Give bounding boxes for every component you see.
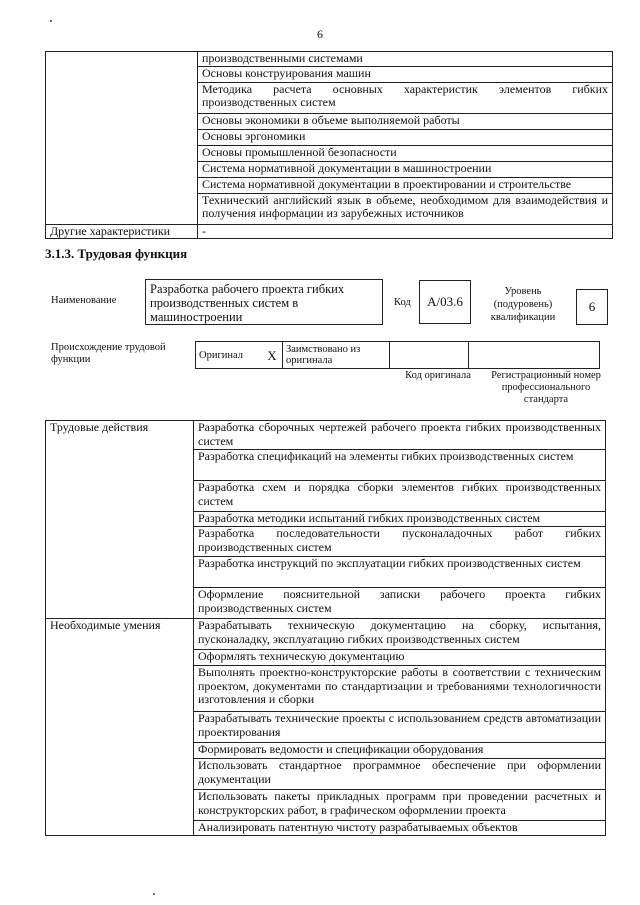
skill-item: Формировать ведомости и спецификации оборудования: [194, 743, 606, 759]
function-code: A/03.6: [427, 294, 463, 309]
function-details-table: [45, 420, 606, 836]
labor-action-item: Разработка сборочных чертежей рабочего проекта гибких производственных систем: [194, 421, 606, 450]
function-name: Разработка рабочего проекта гибких производственных систем в машиностроении: [150, 282, 345, 324]
level-label: Уровень (подуровень) квалификации: [490, 286, 556, 323]
knowledge-item: Основы эргономики: [198, 129, 613, 145]
knowledge-item: Система нормативной документации в машиностроении: [198, 161, 613, 177]
knowledge-item: Методика расчета основных характеристик элементов гибких производственных систем: [198, 82, 613, 113]
scan-speck: [153, 893, 155, 895]
knowledge-item: Основы конструирования машин: [198, 66, 613, 82]
labor-action-item: Разработка методики испытаний гибких производственных систем: [194, 512, 606, 527]
borrowed-label: Заимствовано из оригинала: [283, 342, 390, 369]
original-mark: X: [262, 342, 283, 369]
skill-item: Анализировать патентную чистоту разрабатываемых объектов: [194, 821, 606, 836]
labor-actions-label: Трудовые действия: [46, 421, 194, 619]
level-box: [576, 289, 608, 325]
knowledge-item: Технический английский язык в объеме, необходимом для взаимодействия и получения информации из зарубежных источников: [198, 193, 613, 224]
knowledge-item: Основы промышленной безопасности: [198, 145, 613, 161]
code-caption: Код оригинала: [405, 370, 471, 381]
required-skills-label: Необходимые умения: [46, 619, 194, 836]
skill-item: Использовать пакеты прикладных программ при проведении расчетных и конструкторских работ, в графическом оформлении проекта: [194, 790, 606, 821]
knowledge-item: Система нормативной документации в проектировании и строительстве: [198, 177, 613, 193]
skill-item: Разрабатывать технические проекты с использованием средств автоматизации проектирования: [194, 712, 606, 743]
name-label: Наименование: [51, 295, 117, 306]
code-label: Код: [394, 297, 411, 308]
skill-item: Выполнять проектно-конструкторские работы в соответствии с техническим проектом, документами по стандартизации и требованиями технологичности изготовления и сборки: [194, 666, 606, 712]
knowledge-item: производственными системами: [198, 52, 613, 67]
labor-action-item: Разработка последовательности пусконаладочных работ гибких производственных систем: [194, 527, 606, 557]
qualification-level: 6: [588, 299, 596, 314]
labor-action-item: Разработка схем и порядка сборки элементов гибких производственных систем: [194, 481, 606, 512]
code-box: [419, 280, 471, 324]
other-characteristics-label: Другие характеристики: [46, 224, 198, 239]
labor-action-item: Разработка инструкций по эксплуатации гибких производственных систем: [194, 557, 606, 588]
registration-caption: Регистрационный номер профессионального стандарта: [491, 370, 601, 405]
other-characteristics-value: -: [198, 224, 613, 239]
scan-speck: [50, 20, 52, 22]
page-number: 6: [317, 27, 323, 41]
origin-label: Происхождение трудовой функции: [51, 342, 166, 365]
skill-item: Разрабатывать техническую документацию на сборку, испытания, пусконаладку, эксплуатацию гибких производственных систем: [194, 619, 606, 650]
registration-number-cell: [469, 342, 600, 369]
function-name-box: [145, 279, 383, 325]
skill-item: Оформлять техническую документацию: [194, 650, 606, 666]
original-label: Оригинал: [196, 342, 263, 369]
origin-table: [195, 341, 600, 369]
knowledge-label-cell: [46, 52, 198, 225]
knowledge-table: [45, 51, 613, 239]
skill-item: Использовать стандартное программное обеспечение при оформлении документации: [194, 759, 606, 790]
knowledge-item: Основы экономики в объеме выполняемой работы: [198, 113, 613, 129]
labor-action-item: Разработка спецификаций на элементы гибких производственных систем: [194, 450, 606, 481]
section-heading: 3.1.3. Трудовая функция: [45, 246, 188, 261]
labor-action-item: Оформление пояснительной записки рабочего проекта гибких производственных систем: [194, 588, 606, 619]
original-code-cell: [390, 342, 469, 369]
